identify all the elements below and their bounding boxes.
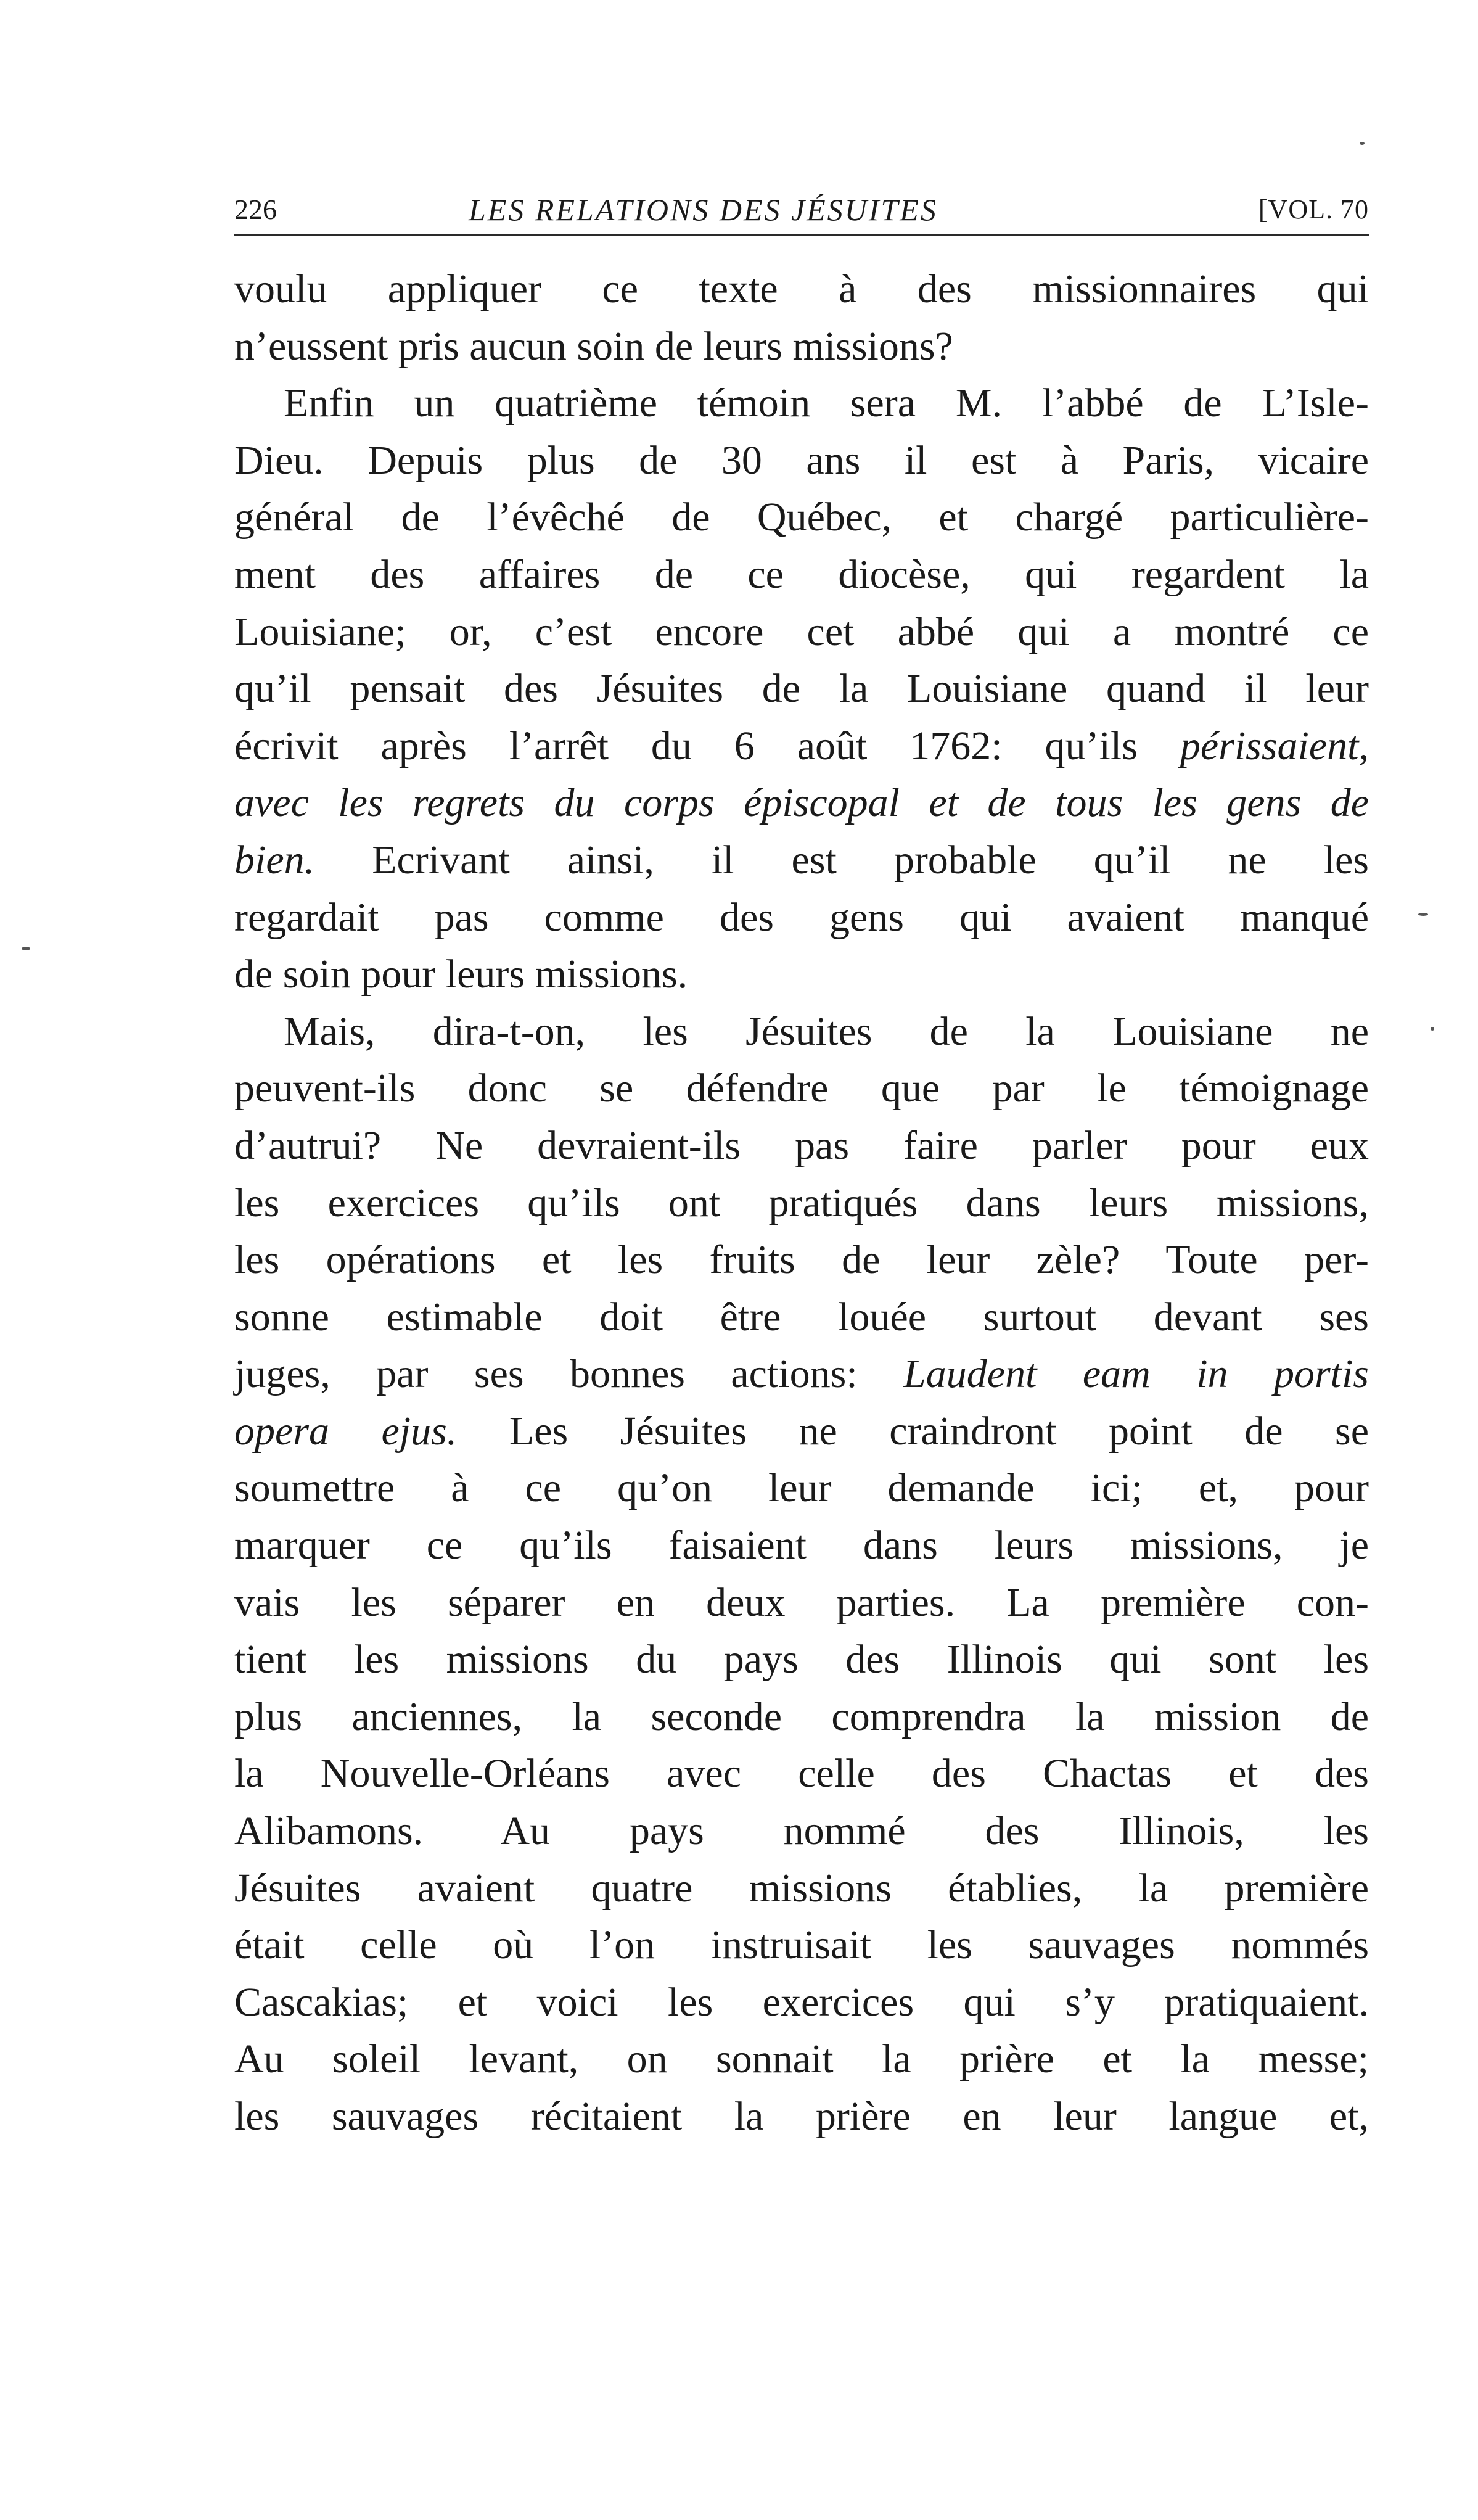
text-segment: sonne estimable doit être louée surtout devant ses — [234, 1294, 1369, 1340]
text-line — [234, 832, 1369, 889]
text-segment: voulu appliquer ce texte à des missionnaires qui — [234, 266, 1369, 311]
text-line — [234, 1346, 1369, 1403]
italic-text: avec les regrets du corps épiscopal et de tous les gens de — [234, 780, 1369, 826]
text-line — [234, 489, 1369, 546]
text-line — [234, 1118, 1369, 1175]
text-segment: vais les séparer en deux parties. La première con- — [234, 1579, 1369, 1625]
text-segment: écrivit après l’arrêt du 6 août 1762: qu’ils — [234, 723, 1180, 768]
text-line — [234, 1232, 1369, 1289]
text-segment: Les Jésuites ne craindront point de se — [457, 1408, 1369, 1454]
text-line — [234, 946, 1369, 1003]
text-segment: d’autrui? Ne devraient-ils pas faire parler pour eux — [234, 1122, 1369, 1168]
text-segment: tient les missions du pays des Illinois qui sont les — [234, 1637, 1369, 1682]
scan-speck — [22, 947, 30, 950]
text-line — [234, 1803, 1369, 1860]
text-line — [234, 1575, 1369, 1632]
text-line — [234, 661, 1369, 718]
text-segment: Enfin un quatrième témoin sera M. l’abbé de L’Isle- — [284, 381, 1369, 426]
text-segment: de soin pour leurs missions. — [234, 952, 688, 997]
text-line — [234, 1745, 1369, 1803]
scan-speck — [1418, 913, 1428, 916]
running-title: LES RELATIONS DES JÉSUITES — [469, 192, 938, 227]
text-line — [234, 1403, 1369, 1460]
text-line — [234, 1460, 1369, 1517]
text-segment: Au soleil levant, on sonnait la prière et la messe; — [234, 2036, 1369, 2082]
text-segment: les exercices qu’ils ont pratiqués dans leurs missions, — [234, 1180, 1369, 1225]
text-segment: plus anciennes, la seconde comprendra la mission de — [234, 1694, 1369, 1739]
text-segment: soumettre à ce qu’on leur demande ici; et, pour — [234, 1465, 1369, 1511]
text-line — [234, 2031, 1369, 2088]
text-segment: Alibamons. Au pays nommé des Illinois, les — [234, 1808, 1369, 1854]
text-segment: Louisiane; or, c’est encore cet abbé qui a montré ce — [234, 609, 1369, 654]
text-segment: regardait pas comme des gens qui avaient manqué — [234, 894, 1369, 940]
text-line — [234, 1060, 1369, 1118]
text-segment: juges, par ses bonnes actions: — [234, 1351, 904, 1397]
text-segment: Ecrivant ainsi, il est probable qu’il ne les — [314, 837, 1369, 883]
text-segment: les opérations et les fruits de leur zèle? Toute per- — [234, 1237, 1369, 1283]
text-segment: la Nouvelle-Orléans avec celle des Chactas et des — [234, 1751, 1369, 1797]
page-number: 226 — [234, 194, 277, 225]
body-text — [234, 261, 1369, 2146]
text-segment: était celle où l’on instruisait les sauvages nommés — [234, 1922, 1369, 1968]
text-line — [234, 375, 1369, 432]
text-line — [234, 1175, 1369, 1232]
text-line — [234, 2088, 1369, 2146]
text-segment: ment des affaires de ce diocèse, qui regardent la — [234, 551, 1369, 597]
text-line — [234, 432, 1369, 490]
italic-text: bien. — [234, 837, 315, 883]
text-line — [234, 318, 1369, 376]
text-line — [234, 889, 1369, 947]
running-head — [234, 185, 1369, 236]
text-line — [234, 1917, 1369, 1974]
italic-text: opera ejus. — [234, 1408, 458, 1454]
text-line — [234, 1974, 1369, 2032]
text-segment: général de l’évêché de Québec, et chargé particulière- — [234, 495, 1369, 540]
text-line — [234, 604, 1369, 661]
scan-speck — [1360, 142, 1365, 145]
text-segment: Cascakias; et voici les exercices qui s’y pratiquaient. — [234, 1979, 1369, 2025]
text-segment: marquer ce qu’ils faisaient dans leurs missions, je — [234, 1523, 1369, 1568]
text-line — [234, 1631, 1369, 1689]
text-line — [234, 775, 1369, 832]
text-line — [234, 1289, 1369, 1346]
text-segment: peuvent-ils donc se défendre que par le témoignage — [234, 1066, 1369, 1111]
text-segment: n’eussent pris aucun soin de leurs missions? — [234, 323, 953, 369]
text-segment: Jésuites avaient quatre missions établies, la première — [234, 1865, 1369, 1911]
text-segment: qu’il pensait des Jésuites de la Louisiane quand il leur — [234, 666, 1369, 712]
volume-label: [VOL. 70 — [1258, 194, 1369, 224]
text-line — [234, 1003, 1369, 1061]
text-segment: Mais, dira-t-on, les Jésuites de la Louisiane ne — [284, 1008, 1369, 1054]
scan-speck — [1431, 1027, 1434, 1031]
italic-text: Laudent eam in portis — [903, 1351, 1369, 1397]
italic-text: périssaient, — [1180, 723, 1369, 768]
text-line — [234, 1689, 1369, 1746]
text-segment: les sauvages récitaient la prière en leur langue et, — [234, 2094, 1369, 2139]
text-line — [234, 1517, 1369, 1575]
text-line — [234, 546, 1369, 604]
text-line — [234, 718, 1369, 775]
text-line — [234, 1860, 1369, 1917]
book-page — [234, 185, 1369, 2146]
text-line — [234, 261, 1369, 318]
text-segment: Dieu. Depuis plus de 30 ans il est à Paris, vicaire — [234, 437, 1369, 483]
